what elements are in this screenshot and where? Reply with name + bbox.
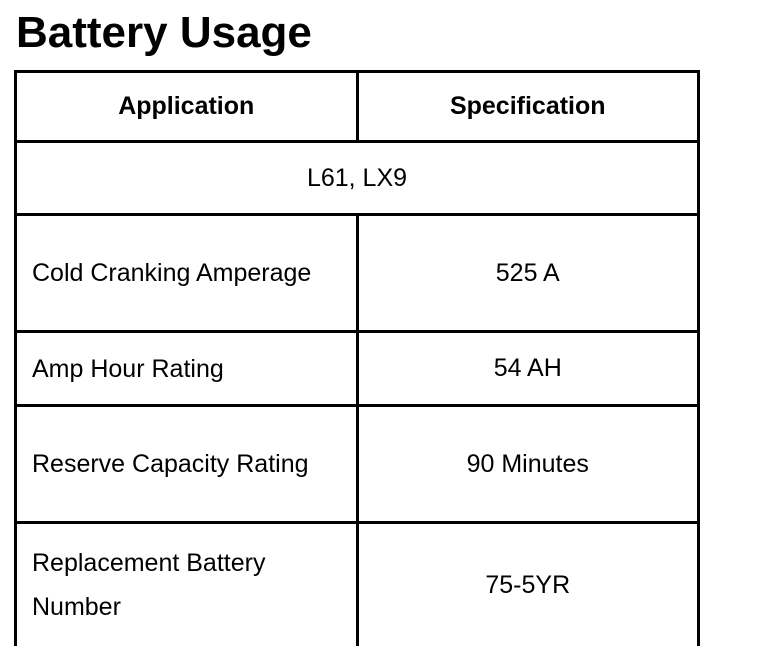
specification-cell: 75-5YR — [357, 523, 699, 647]
specification-cell: 90 Minutes — [357, 406, 699, 523]
battery-spec-table — [14, 70, 700, 646]
page-title: Battery Usage — [16, 8, 312, 57]
application-cell: Replacement Battery Number — [16, 523, 358, 647]
application-cell: Amp Hour Rating — [16, 332, 358, 406]
specification-cell: 525 A — [357, 215, 699, 332]
table-row — [16, 215, 699, 332]
table-row — [16, 332, 699, 406]
table-group-row — [16, 142, 699, 215]
column-header-specification: Specification — [357, 72, 699, 142]
specification-cell: 54 AH — [357, 332, 699, 406]
table-row — [16, 406, 699, 523]
table-row — [16, 523, 699, 647]
application-cell: Reserve Capacity Rating — [16, 406, 358, 523]
column-header-application: Application — [16, 72, 358, 142]
group-label: L61, LX9 — [16, 142, 699, 215]
application-cell: Cold Cranking Amperage — [16, 215, 358, 332]
table-header-row — [16, 72, 699, 142]
